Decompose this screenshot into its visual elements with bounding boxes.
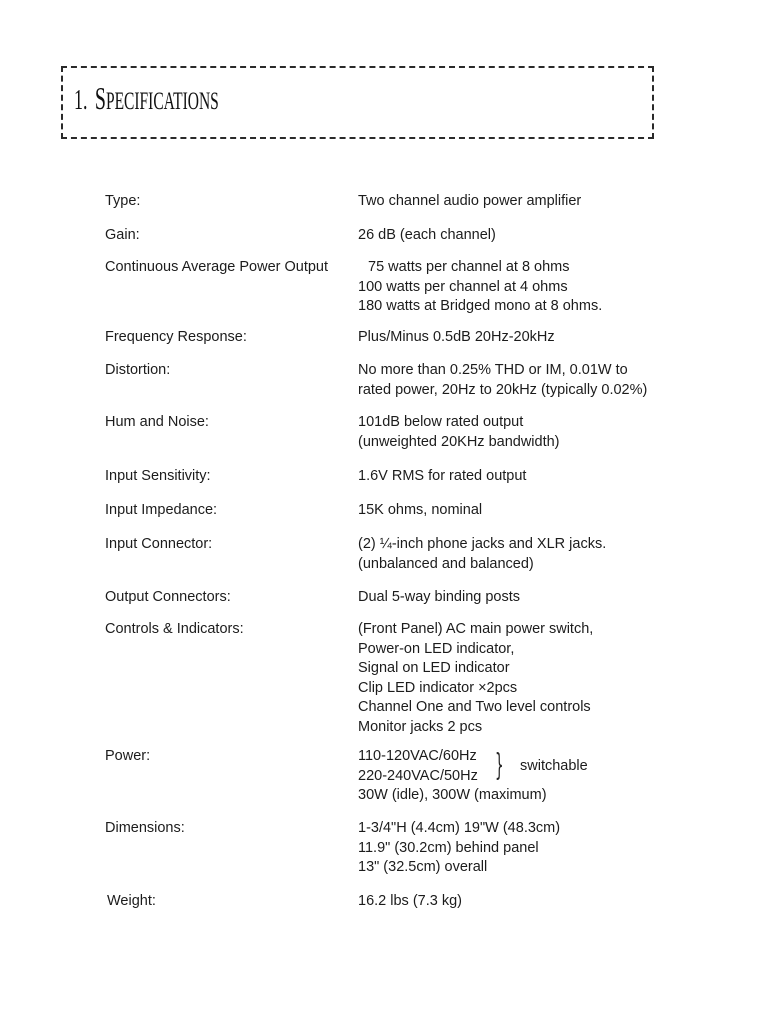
spec-value-line: 16.2 lbs (7.3 kg)	[358, 893, 462, 909]
spec-value-line: (unweighted 20KHz bandwidth)	[358, 433, 560, 450]
spec-value-line: 26 dB (each channel)	[358, 227, 496, 243]
spec-value-line: 100 watts per channel at 4 ohms	[358, 278, 568, 295]
spec-value-line: (unbalanced and balanced)	[358, 555, 534, 572]
spec-value-line: Channel One and Two level controls	[358, 699, 591, 715]
spec-value-line: No more than 0.25% THD or IM, 0.01W to	[358, 362, 628, 378]
right-brace-icon: }	[495, 748, 504, 783]
spec-value-line: 13" (32.5cm) overall	[358, 859, 488, 875]
spec-value-line: 101dB below rated output	[358, 414, 524, 430]
spec-value	[358, 192, 581, 212]
spec-label: Distortion:	[105, 362, 171, 378]
spec-label: Input Impedance:	[105, 502, 218, 518]
spec-value	[358, 328, 555, 348]
spec-label: Weight:	[107, 893, 156, 909]
spec-value	[358, 258, 602, 317]
power-switchable-note: switchable	[520, 758, 588, 774]
spec-value	[358, 535, 606, 574]
spec-value	[358, 361, 647, 400]
spec-value-line: Dual 5-way binding posts	[358, 589, 521, 605]
spec-value-line: 180 watts at Bridged mono at 8 ohms.	[358, 298, 603, 314]
spec-value	[358, 413, 560, 452]
spec-label: Input Connector:	[105, 536, 213, 552]
spec-value-line: (Front Panel) AC main power switch,	[358, 621, 594, 637]
spec-label: Continuous Average Power Output	[105, 259, 329, 275]
section-number: 1.	[74, 84, 88, 116]
spec-row-power	[0, 747, 768, 806]
spec-label: Output Connectors:	[105, 589, 231, 605]
spec-label: Controls & Indicators:	[105, 621, 244, 637]
spec-value	[358, 819, 560, 878]
spec-value-line: 110-120VAC/60Hz	[358, 748, 477, 764]
spec-value	[358, 747, 768, 806]
spec-value	[358, 892, 462, 912]
spec-value	[358, 501, 482, 521]
spec-value	[358, 226, 496, 246]
spec-value-line: rated power, 20Hz to 20kHz (typically 0.02%)	[358, 381, 648, 398]
spec-value	[358, 620, 593, 737]
spec-value-line: Clip LED indicator ×2pcs	[358, 679, 518, 696]
section-title-text: SPECIFICATIONS	[94, 80, 219, 116]
spec-value-line: 1.6V RMS for rated output	[358, 468, 527, 484]
spec-label: Dimensions:	[105, 820, 185, 836]
spec-value-line: 30W (idle), 300W (maximum)	[358, 787, 547, 803]
spec-value-line: 15K ohms, nominal	[358, 502, 483, 518]
spec-value-line: Two channel audio power amplifier	[358, 193, 582, 209]
spec-label: Hum and Noise:	[105, 414, 209, 430]
spec-value-line: 1-3/4"H (4.4cm) 19"W (48.3cm)	[358, 820, 561, 836]
spec-value-line: Plus/Minus 0.5dB 20Hz-20kHz	[358, 329, 555, 345]
spec-value	[358, 467, 526, 487]
spec-value-line: 220-240VAC/50Hz	[358, 767, 478, 784]
spec-label: Type:	[105, 193, 141, 209]
spec-label: Input Sensitivity:	[105, 468, 211, 484]
spec-value-line: (2) ¼-inch phone jacks and XLR jacks.	[358, 536, 607, 552]
spec-label: Frequency Response:	[105, 329, 247, 345]
spec-value-line: Power-on LED indicator,	[358, 640, 515, 657]
spec-value-line: Monitor jacks 2 pcs	[358, 718, 483, 735]
spec-label: Power:	[105, 748, 151, 764]
spec-value-line: 11.9" (30.2cm) behind panel	[358, 839, 539, 856]
spec-value-line: 75 watts per channel at 8 ohms	[368, 259, 570, 275]
spec-value-line: Signal on LED indicator	[358, 660, 510, 676]
spec-label: Gain:	[105, 227, 140, 243]
spec-value	[358, 588, 520, 608]
